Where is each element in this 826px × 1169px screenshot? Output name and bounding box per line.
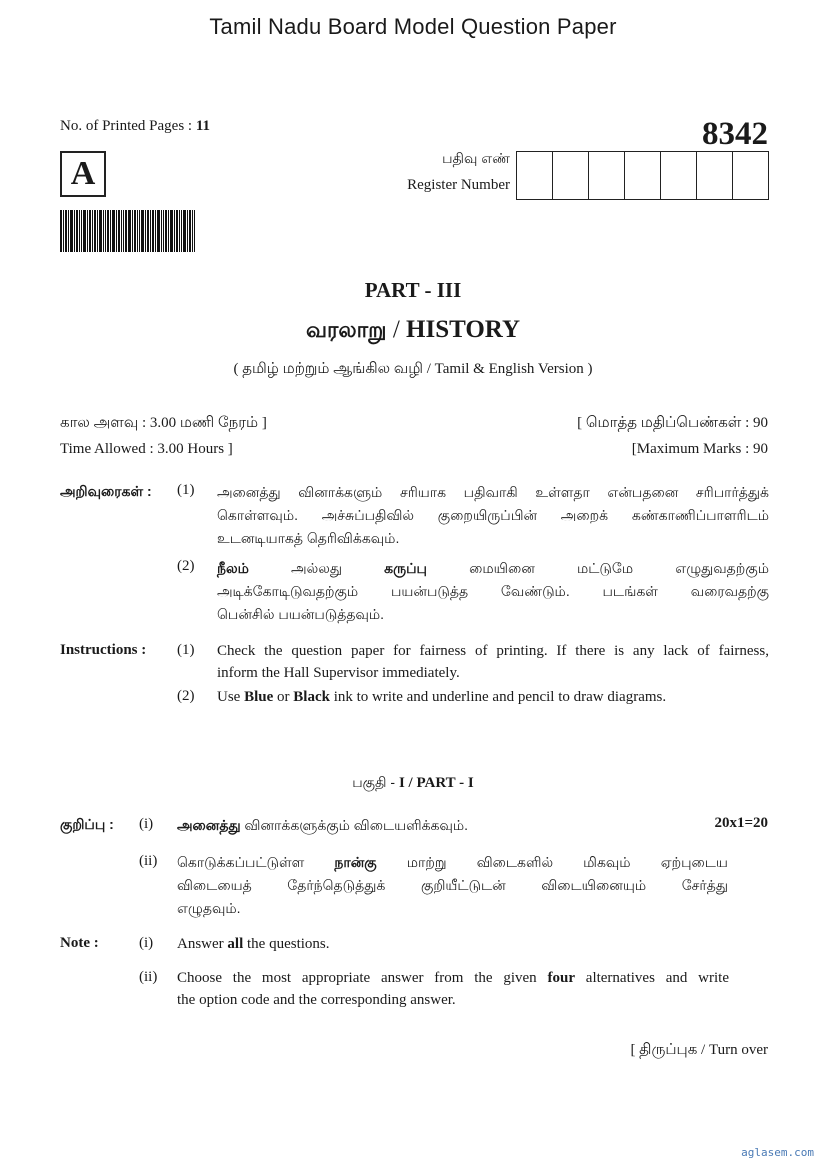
- register-number-boxes[interactable]: [516, 151, 769, 200]
- paper-code: 8342: [702, 116, 768, 152]
- word-black: கருப்பு: [384, 560, 427, 576]
- register-digit-box[interactable]: [733, 152, 768, 199]
- instructions-english-label: Instructions :: [60, 642, 147, 658]
- note-line: the option code and the corresponding answer.: [177, 992, 456, 1008]
- word-black: Black: [293, 689, 330, 705]
- subject-english: HISTORY: [406, 316, 520, 343]
- note-english-2: [177, 967, 729, 1011]
- printed-pages-label: No. of Printed Pages :: [60, 118, 196, 134]
- time-allowed-english: Time Allowed : 3.00 Hours ]: [60, 441, 233, 457]
- part-one-english: I / PART - I: [398, 775, 474, 791]
- word: மையினை: [469, 560, 535, 576]
- word-blue: நீலம்: [217, 560, 249, 576]
- word: மிகவும்: [583, 854, 631, 870]
- part-one-heading: [0, 774, 826, 793]
- text: Choose the most appropriate answer from the given: [177, 970, 548, 986]
- subject-title: [0, 316, 826, 346]
- note-tamil-label: குறிப்பு :: [60, 816, 114, 832]
- subject-separator: /: [386, 316, 407, 343]
- instruction-line: அனைத்து வினாக்களும் சரியாக பதிவாகி உள்ளதா என்பதனை சரிபார்த்துக்: [217, 484, 769, 500]
- note-number: (i): [139, 816, 154, 832]
- subject-tamil: வரலாறு: [305, 317, 387, 342]
- word: கொடுக்கப்பட்டுள்ள: [177, 854, 305, 870]
- word: எழுதுவதற்கும்: [675, 560, 769, 576]
- note-number: (i): [139, 935, 154, 951]
- text: alternatives and write: [574, 970, 729, 986]
- register-digit-box[interactable]: [697, 152, 733, 199]
- note-line: [177, 967, 729, 989]
- note-line: எழுதவும்.: [177, 900, 241, 916]
- time-allowed-tamil: கால அளவு : 3.00 மணி நேரம் ]: [60, 415, 267, 431]
- instruction-number: (1): [177, 482, 195, 498]
- max-marks-tamil: [ மொத்த மதிப்பெண்கள் : 90: [577, 415, 768, 431]
- text: or: [273, 689, 294, 705]
- instruction-line: inform the Hall Supervisor immediately.: [217, 665, 460, 681]
- word: மாற்று: [406, 854, 447, 870]
- instruction-line: அடிக்கோடிடுவதற்கும் பயன்படுத்த வேண்டும். படங்கள் வரைவதற்கு: [217, 583, 769, 599]
- instruction-number: (2): [177, 558, 195, 574]
- note-number: (ii): [139, 853, 158, 869]
- printed-pages-value: 11: [195, 118, 211, 134]
- instruction-english-1: [217, 640, 769, 684]
- note-tamil-2: [177, 851, 728, 920]
- word-blue: Blue: [244, 689, 274, 705]
- instruction-number: (2): [177, 688, 195, 704]
- instruction-english-2: [217, 686, 769, 708]
- text: ink to write and underline and pencil to draw diagrams.: [329, 689, 667, 705]
- register-digit-box[interactable]: [625, 152, 661, 199]
- word-all: all: [227, 936, 244, 952]
- text: Use: [217, 689, 245, 705]
- page-header-title: Tamil Nadu Board Model Question Paper: [209, 14, 617, 39]
- series-box: A: [60, 151, 106, 197]
- instruction-tamil-2: [217, 557, 769, 626]
- register-digit-box[interactable]: [661, 152, 697, 199]
- max-marks-english: [Maximum Marks : 90: [631, 441, 768, 457]
- register-label-tamil: பதிவு எண்: [442, 150, 510, 166]
- instruction-line: கொள்ளவும். அச்சுப்பதிவில் குறையிருப்பின் அறைக் கண்காணிப்பாளரிடம்: [217, 507, 769, 523]
- word-four: நான்கு: [334, 854, 377, 870]
- word: ஏற்புடைய: [660, 854, 728, 870]
- barcode: [60, 210, 195, 252]
- part-heading: PART - III: [364, 278, 462, 302]
- instructions-tamil-label: அறிவுரைகள் :: [60, 483, 152, 499]
- turn-over: [ திருப்புக / Turn over: [630, 1042, 768, 1058]
- register-digit-box[interactable]: [589, 152, 625, 199]
- note-tamil-1: [177, 814, 468, 837]
- instruction-line: உடனடியாகத் தெரிவிக்கவும்.: [217, 530, 400, 546]
- note-line: [177, 851, 728, 874]
- register-digit-box[interactable]: [517, 152, 553, 199]
- text: Answer: [177, 936, 228, 952]
- register-label-english: Register Number: [407, 177, 510, 193]
- instruction-line: பென்சில் பயன்படுத்தவும்.: [217, 606, 385, 622]
- marks-allocation: 20x1=20: [714, 815, 768, 831]
- instruction-number: (1): [177, 642, 195, 658]
- site-watermark[interactable]: aglasem.com: [741, 1146, 814, 1159]
- instruction-line: Check the question paper for fairness of printing. If there is any lack of fairness,: [217, 643, 769, 659]
- instruction-line: [217, 557, 769, 580]
- text: வினாக்களுக்கும் விடையளிக்கவும்.: [240, 817, 469, 833]
- note-english-label: Note :: [60, 935, 99, 951]
- printed-pages: [60, 118, 210, 135]
- note-line: விடையைத் தேர்ந்தெடுத்துக் குறியீட்டுடன் விடையினையும் சேர்த்து: [177, 877, 728, 893]
- instruction-tamil-1: [217, 481, 769, 550]
- version-line: ( தமிழ் மற்றும் ஆங்கில வழி / Tamil & English Version ): [233, 361, 593, 377]
- note-number: (ii): [139, 969, 158, 985]
- word-all: அனைத்து: [177, 817, 241, 833]
- note-english-1: [177, 933, 330, 955]
- word: அல்லது: [291, 560, 342, 576]
- text: the questions.: [243, 936, 330, 952]
- word: விடைகளில்: [476, 854, 554, 870]
- register-digit-box[interactable]: [553, 152, 589, 199]
- word-four: four: [547, 970, 575, 986]
- part-one-tamil: பகுதி -: [352, 774, 399, 790]
- word: மட்டுமே: [576, 560, 634, 576]
